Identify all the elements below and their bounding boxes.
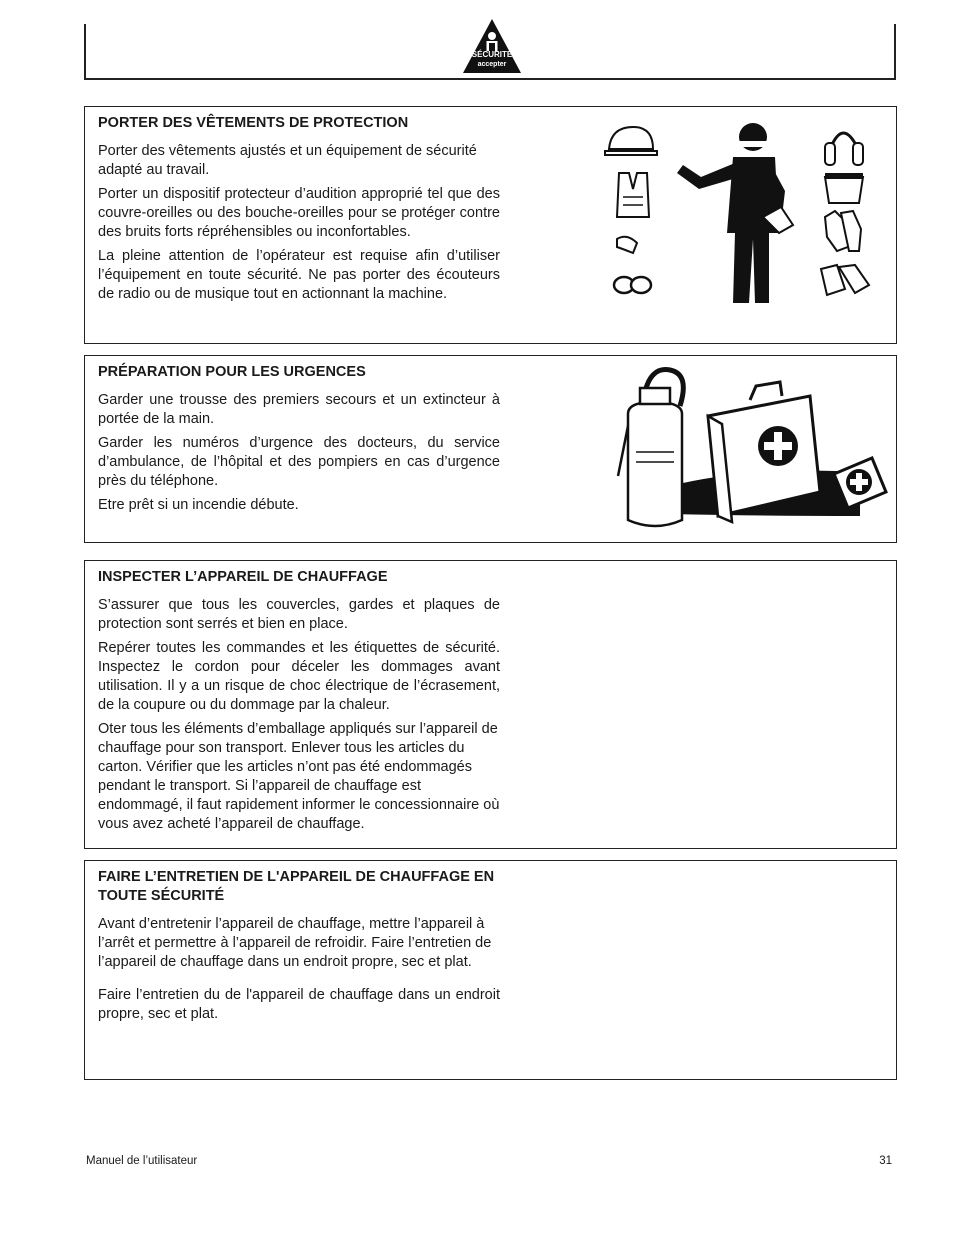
section-paragraph: Faire l’entretien du de l'appareil de chauffage dans un endroit propre, sec et plat. (98, 987, 500, 1022)
section-paragraph: Avant d’entretenir l’appareil de chauffage, mettre l’appareil à l’arrêt et permettre à l’appareil de refroidir. Faire l’entretien de l’appareil de chauffage dans un endroit propre, sec et plat. (98, 916, 492, 970)
section-inspect-heater (84, 560, 897, 849)
section-protective-clothing (84, 106, 897, 344)
logo-text-securite: SÉCURITÉ (471, 50, 513, 59)
page-number: 31 (879, 1155, 892, 1167)
footer-manual-title: Manuel de l’utilisateur (86, 1155, 198, 1167)
section-paragraph: Porter un dispositif protecteur d’audition approprié tel que des couvre-oreilles ou des bouche-oreilles pour se protéger contre des bruits forts répréhensibles ou inconfortables. (98, 186, 500, 240)
section-emergency-preparation (84, 355, 897, 543)
first-aid-extinguisher-illustration (610, 366, 890, 528)
section-paragraph: Oter tous les éléments d’emballage appliqués sur l’appareil de chauffage pour son transport. Enlever tous les articles du carton. Vérifier que les articles n’ont pas été endommagés pendant le transport. Si l’appareil de chauffage est endommagé, il faut rapidement informer le concessionnaire où vous avez acheté l’appareil de chauffage. (98, 721, 500, 832)
section-paragraph: Porter des vêtements ajustés et un équipement de sécurité adapté au travail. (98, 143, 477, 178)
section-maintain-heater (84, 860, 897, 1080)
section-paragraph: Garder une trousse des premiers secours et un extincteur à portée de la main. (98, 392, 500, 427)
section-heading: PRÉPARATION POUR LES URGENCES (98, 364, 366, 380)
section-paragraph: Repérer toutes les commandes et les étiquettes de sécurité. Inspectez le cordon pour déceler les dommages avant utilisation. Il y a un risque de choc électrique de l’écrasement, de la coupure ou du dommage par la chaleur. (98, 640, 500, 713)
logo-text-accepter: accepter (477, 61, 507, 68)
section-paragraph: La pleine attention de l’opérateur est requise afin d’utiliser l’équipement en toute sécurité. Ne pas porter des écouteurs de radio ou de musique tout en actionnant la machine. (98, 248, 500, 302)
section-heading: FAIRE L’ENTRETIEN DE L'APPAREIL DE CHAUFFAGE EN TOUTE SÉCURITÉ (98, 869, 495, 904)
section-heading: PORTER DES VÊTEMENTS DE PROTECTION (98, 115, 409, 131)
protective-equipment-illustration (603, 121, 878, 305)
section-paragraph: Garder les numéros d’urgence des docteurs, du service d’ambulance, de l’hôpital et des pompiers en cas d’urgence près du téléphone. (98, 435, 500, 489)
section-paragraph: S’assurer que tous les couvercles, gardes et plaques de protection sont serrés et bien en place. (98, 597, 500, 632)
safety-logo (461, 17, 523, 75)
section-heading: INSPECTER L’APPAREIL DE CHAUFFAGE (98, 569, 388, 585)
section-paragraph: Etre prêt si un incendie débute. (98, 497, 299, 513)
